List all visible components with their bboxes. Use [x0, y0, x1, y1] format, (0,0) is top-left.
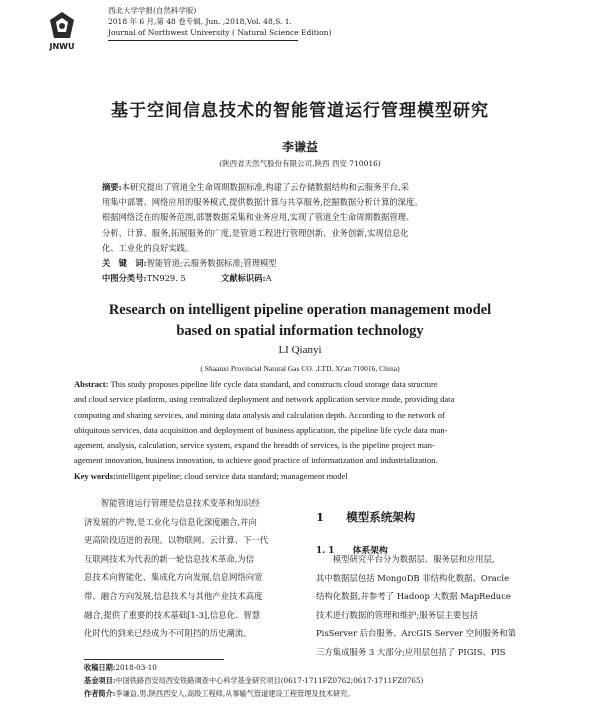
body-right-line: 三方集成服务 3 大部分;应用层包括了 PIGIS、PIS	[316, 646, 506, 657]
footnote-divider	[84, 659, 224, 660]
abstract-cn-line-1: 摘要:本研究提出了管道全生命周期数据标准,构建了云存储数据结构和云服务平台,采	[102, 182, 410, 192]
journal-issue: 2018 年 6 月,第 48 卷专辑, Jun. ,2018,Vol. 48,S. 1.	[108, 17, 292, 26]
body-left-line: 带、融合方向发展,信息技术与其他产业技术高度	[84, 590, 263, 601]
abstract-en-line-1: Abstract: This study proposes pipeline life cycle data standard, and constructs cloud storage data structure	[74, 379, 438, 389]
footnote-received: 收稿日期:2018-03-10	[84, 663, 157, 672]
page-title-en-line-1: Research on intelligent pipeline operation management model	[108, 302, 492, 318]
abstract-cn-label: 摘要:	[102, 182, 122, 192]
section-heading	[316, 506, 415, 525]
abstract-en-line-2: and cloud service platform, using centralized deployment and network application service mode, providing data	[74, 394, 455, 405]
body-left-line: 济发展的产物,是工业化与信息化深度融合,并向	[84, 516, 257, 527]
abstract-cn-line-5: 化、工业化的良好实践。	[102, 242, 194, 253]
journal-logo-text: JNWU	[49, 42, 75, 51]
header-divider	[108, 40, 298, 41]
abstract-cn-line-2: 用集中部署、网络应用的服务模式,提供数据计算与共享服务,挖掘数据分析计算的深度。	[102, 197, 423, 208]
affiliation-cn: (陕西省天然气股份有限公司,陕西 西安 710016)	[219, 159, 381, 168]
subsection-number: 1. 1	[316, 546, 335, 556]
section-title: 模型系统架构	[346, 510, 416, 524]
body-right-line: 技术进行数据的管理和维护;服务层主要包括	[316, 609, 478, 620]
abstract-cn-line-3: 根据网络泛在的服务范围,部署数据采集和业务应用,实现了管道全生命周期数据管理、	[102, 212, 415, 223]
keywords-en: Key words:intelligent pipeline; cloud service data standard; management model	[74, 470, 348, 481]
journal-name: 西北大学学报(自然科学版)	[108, 6, 197, 15]
journal-logo	[40, 8, 84, 52]
abstract-en	[74, 377, 454, 484]
classification-cn: 中图分类号:TN929. 5 文献标识码:A	[102, 273, 272, 284]
page-title-cn: 基于空间信息技术的智能管道运行管理模型研究	[111, 101, 489, 121]
body-left-line: 更高阶段迈进的表现。以物联网、云计算、下一代	[84, 535, 269, 546]
page-title-en-line-2: based on spatial information technology	[176, 323, 424, 339]
body-left-line: 互联网技术为代表的新一轮信息技术革命,为信	[84, 553, 255, 564]
abstract-cn	[102, 180, 423, 286]
section-number: 1	[316, 510, 325, 524]
author-cn: 李谦益	[281, 140, 318, 154]
keywords-cn-label: 关 键 词:	[102, 258, 147, 269]
body-left-column	[84, 494, 268, 643]
subsection-title: 体系架构	[352, 546, 388, 556]
body-left-line: 息技术向智能化、集成化方向发展,信息网络向宽	[84, 572, 263, 583]
body-right-line: 结构化数据,并参考了 Hadoop 大数据 MapReduce	[316, 591, 511, 602]
author-en: LI Qianyi	[278, 344, 322, 356]
keywords-en-label: Key words:	[74, 470, 116, 481]
abstract-cn-line-4: 分析、计算、服务,拓展服务的广度,是管道工程进行管理创新、业务创新,实现信息化	[102, 227, 409, 238]
body-left-line: 化时代的到来已经成为不可阻挡的历史潮流。	[84, 628, 252, 639]
body-left-line: 智能管道运行管理是信息技术变革和知识经	[84, 498, 260, 508]
keywords-cn: 关 键 词:智能管道;云服务数据标准;管理模型	[102, 258, 277, 269]
abstract-en-line-6: agement innovation, business innovation, to achieve good practice of informatization and industrialization.	[74, 455, 438, 466]
body-right-line: 模型研究平台分为数据层、服务层和应用层,	[316, 554, 495, 564]
abstract-en-label: Abstract:	[74, 379, 109, 389]
abstract-en-line-3: computing and sharing services, and mining data analysis and calculation depth. According to the network of	[74, 409, 445, 420]
footnotes	[84, 661, 423, 700]
footnote-fund: 基金项目:中国铁路西安局西安铁路调查中心科学基金研究项目(0617-1711FZ0762;0617-1711FZ0765)	[84, 676, 424, 685]
abstract-en-line-4: ubiquitous services, data acquisition and deployment of business application, the pipeline life cycle data man-	[74, 424, 448, 435]
affiliation-en: ( Shaanxi Provincial Natural Gas CO. ,LTD, Xi'an 710016, China)	[200, 364, 400, 373]
body-left-line: 融合,提供了重要的技术基础[1-3],信息化、智慧	[84, 609, 261, 620]
body-right-line: 其中数据层包括 MongoDB 非结构化数据、Oracle	[316, 572, 510, 583]
journal-name-en: Journal of Northwest University ( Natural Science Edition)	[108, 28, 332, 37]
body-right-column	[316, 550, 516, 662]
body-right-line: PisServer 后台服务、ArcGIS Server 空间服务和第	[316, 628, 516, 639]
footnote-bio: 作者简介:李谦益,男,陕西西安人,高级工程师,从事输气管道建设工程管理及技术研究。	[84, 689, 355, 698]
abstract-en-line-5: agement, analysis, calculation, service system, expand the breadth of services, is the pipeline project man-	[74, 440, 435, 451]
